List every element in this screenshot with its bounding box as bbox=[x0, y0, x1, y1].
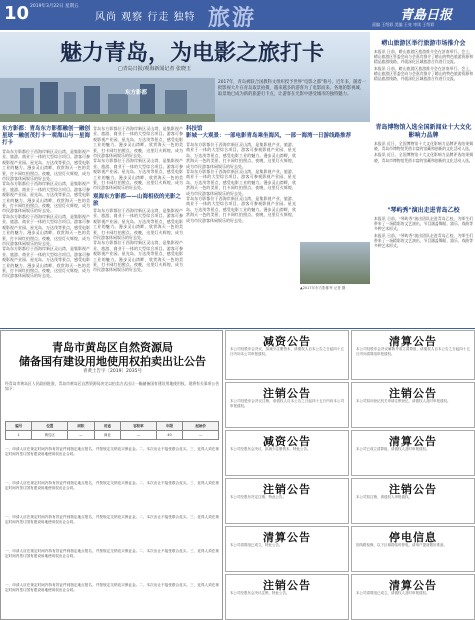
feature-byline: □青岛日报/观海新闻记者 张晓玉 bbox=[118, 66, 191, 72]
ad-title: 停电信息 bbox=[389, 531, 437, 544]
table-cell: 40 bbox=[156, 431, 182, 440]
ad-notice bbox=[225, 382, 349, 428]
notice-body: 一、申请人应在规定时间内持有效证件到指定地点报名，并按规定交纳竞买保证金。二、本次出让不接受联合竞买。三、竞得人须在规定时间内签订国有建设用地使用权出让合同。 bbox=[5, 515, 219, 525]
ad-notice bbox=[225, 574, 349, 620]
article-body: 青岛东方影都位于西海岸新区灵山湾，是集影视产业、旅游、商业于一体的大型综合项目。游客可参观影视产业园、星光岛、万达茂等景点，感受电影工业的魅力。漫步灵山湾畔，欣赏海天一色的美景，打卡网红拍照点。夜晚，这里灯火辉煌，成为市民游客休闲娱乐的好去处。 bbox=[2, 213, 90, 246]
ad-body: 本公司经股东会决议注销，特此公告。 bbox=[230, 591, 290, 595]
feature-photo bbox=[300, 242, 370, 290]
sidebar-item-laoshan bbox=[374, 40, 473, 81]
notice-body: 一、申请人应在规定时间内持有效证件到指定地点报名，并按规定交纳竞买保证金。二、本次出让不接受联合竞买。三、竞得人须在规定时间内签订国有建设用地使用权出让合同。 bbox=[5, 447, 219, 457]
article-body: 青岛东方影都位于西海岸新区灵山湾，是集影视产业、旅游、商业于一体的大型综合项目。游客可参观影视产业园、星光岛、万达茂等景点，感受电影工业的魅力。漫步灵山湾畔，欣赏海天一色的美景，打卡网红拍照点。夜晚，这里灯火辉煌，成为市民游客休闲娱乐的好去处。 bbox=[186, 169, 296, 196]
article-body: 青岛东方影都位于西海岸新区灵山湾，是集影视产业、旅游、商业于一体的大型综合项目。游客可参观影视产业园、星光岛、万达茂等景点，感受电影工业的魅力。漫步灵山湾畔，欣赏海天一色的美景，打卡网红拍照点。夜晚，这里灯火辉煌，成为市民游客休闲娱乐的好去处。 bbox=[2, 246, 90, 279]
feature-title: 魅力青岛，为电影之旅打卡 bbox=[60, 40, 325, 66]
ad-body: 因线路检修，以下区域将临时停电，请用户提前做好准备。 bbox=[356, 543, 447, 547]
ad-notice bbox=[351, 478, 475, 524]
hero-photo-caption: 东方影都 bbox=[125, 90, 148, 96]
table-header-cell: 用途 bbox=[94, 422, 120, 431]
sidebar-item-show bbox=[374, 207, 473, 248]
ad-body: 本公司经股东会决议解散并成立清算组，请债权人自本公告之日起四十五日内向清算组申报债权。 bbox=[356, 347, 470, 356]
feature-hero bbox=[0, 32, 370, 122]
ad-title: 减资公告 bbox=[263, 335, 311, 348]
ad-body: 本公司清算组已成立，特此公告。 bbox=[230, 543, 283, 547]
article-body: 青岛东方影都位于西海岸新区灵山湾，是集影视产业、旅游、商业于一体的大型综合项目。游客可参观影视产业园、星光岛、万达茂等景点，感受电影工业的魅力。漫步灵山湾畔，欣赏海天一色的美景，打卡网红拍照点。夜晚，这里灯火辉煌，成为市民游客休闲娱乐的好去处。 bbox=[93, 240, 183, 273]
ad-body: 本公司清算组已成立，请债权人及时申报债权。 bbox=[356, 591, 430, 595]
table-cell: 1 bbox=[6, 431, 32, 440]
ad-body: 本公司经股东会决议，拟减少注册资本，特此公告。 bbox=[230, 447, 311, 451]
land-auction-notice bbox=[0, 330, 223, 620]
sidebar-item-body: 本报讯 日前，崂山旅游区旅游推介会在济南举行。会上，崂山旅游区管委会向与会嘉宾推介了崂山的特色旅游资源和精品旅游线路，并就深化区域旅游合作进行交流。 bbox=[374, 65, 473, 82]
table-cell: — bbox=[183, 431, 219, 440]
article-deck: 东方影都：青岛东方影都融创一融创星球一融创茂打卡一观海山与一星海打卡 bbox=[2, 126, 91, 146]
ad-title: 清算公告 bbox=[389, 579, 437, 592]
notice-body: 一、申请人应在规定时间内持有效证件到指定地点报名，并按规定交纳竞买保证金。二、本次出让不接受联合竞买。三、竞得人须在规定时间内签订国有建设用地使用权出让合同。 bbox=[5, 549, 219, 559]
ad-title: 减资公告 bbox=[263, 435, 311, 448]
newspaper-logo: 青島日报 bbox=[400, 8, 453, 23]
ad-body: 本公司拟注销，请债权人申报债权。 bbox=[356, 495, 412, 499]
ad-body: 本公司经股东决定注销，特此公告。 bbox=[230, 495, 286, 499]
article-deck: 观海东方影都——山海相依的光影之旅 bbox=[93, 193, 182, 207]
article-body: 青岛东方影都位于西海岸新区灵山湾，是集影视产业、旅游、商业于一体的大型综合项目。游客可参观影视产业园、星光岛、万达茂等景点，感受电影工业的魅力。漫步灵山湾畔，欣赏海天一色的美景，打卡网红拍照点。夜晚，这里灯火辉煌，成为市民游客休闲娱乐的好去处。 bbox=[2, 181, 90, 214]
table-row bbox=[6, 431, 219, 440]
news-sidebar bbox=[372, 32, 475, 327]
feature-intro: 2017年，青岛被联合国教科文组织授予世界"电影之都"称号。近年来，随着一批影视大片在青岛取景拍摄，越来越多的游客为了电影而来。各地的影视城、取景地已成为新的旅游打卡点，让游客在光影中感受城市的独特魅力。 bbox=[218, 80, 367, 98]
article-deck: 科技馆 bbox=[186, 126, 203, 132]
article-column-2 bbox=[93, 126, 183, 273]
table-cell: 商业 bbox=[94, 431, 120, 440]
table-header-row bbox=[6, 422, 219, 431]
ad-notice bbox=[225, 478, 349, 524]
article-body: 青岛东方影都位于西海岸新区灵山湾，是集影视产业、旅游、商业于一体的大型综合项目。游客可参观影视产业园、星光岛、万达茂等景点，感受电影工业的魅力。漫步灵山湾畔，欣赏海天一色的美景，打卡网红拍照点。夜晚，这里灯火辉煌，成为市民游客休闲娱乐的好去处。 bbox=[186, 196, 296, 223]
ad-notice bbox=[351, 430, 475, 476]
notice-intro: 经青岛市黄岛区人民政府批准，青岛市黄岛区自然资源局决定以拍卖方式出让一幅储备国有建设用地使用权。现将有关事项公告如下： bbox=[5, 381, 219, 392]
table-header-cell: 容积率 bbox=[121, 422, 157, 431]
article-column-1 bbox=[2, 126, 90, 279]
notice-title: 青岛市黄岛区自然资源局 bbox=[52, 341, 173, 354]
ad-notice bbox=[225, 330, 349, 380]
sidebar-item-body: 本报讯 日前，"琴屿秀"演出团队走进青岛乙校，为师生们带来了一场精彩的文艺演出，节目涵盖舞蹈、器乐、戏曲等多种艺术形式。 bbox=[374, 216, 473, 232]
section-title: 旅游 bbox=[208, 5, 257, 31]
sidebar-item-title: 崂山旅游区举行旅游市场推介会 bbox=[381, 40, 466, 47]
sidebar-item-body: 本报讯 近日，全国博物馆十大文化影响力品牌评选结果揭晓，青岛市博物馆凭借丰富的馆藏和创新的文化活动入选。 bbox=[374, 141, 473, 152]
section-divider bbox=[0, 328, 475, 329]
issue-date: 2019年3月22日 星期五 bbox=[30, 4, 79, 9]
ad-body: 本公司经股东会决议，拟减少注册资本，请债权人自本公告之日起四十五日内向本公司申报债权。 bbox=[230, 347, 344, 356]
table-cell: 黄岛区 bbox=[32, 431, 68, 440]
table-header-cell: 编号 bbox=[6, 422, 32, 431]
table-header-cell: 起始价 bbox=[183, 422, 219, 431]
table-cell: — bbox=[121, 431, 157, 440]
feature-photo-caption: ▲2017年东方影都秀 记者 摄 bbox=[300, 286, 346, 290]
ad-notice bbox=[351, 382, 475, 428]
classified-ads bbox=[225, 330, 475, 620]
table-header-cell: 年限 bbox=[156, 422, 182, 431]
sidebar-item-body: 本报讯 日前，崂山旅游区旅游推介会在济南举行。会上，崂山旅游区管委会向与会嘉宾推介了崂山的特色旅游资源和精品旅游线路，并就深化区域旅游合作进行交流。 bbox=[374, 49, 473, 65]
sidebar-item-body: 本报讯 日前，"琴屿秀"演出团队走进青岛乙校，为师生们带来了一场精彩的文艺演出，节目涵盖舞蹈、器乐、戏曲等多种艺术形式。 bbox=[374, 232, 473, 249]
sidebar-item-title: "琴屿秀"演出走进青岛乙校 bbox=[387, 207, 460, 214]
land-parcel-table bbox=[5, 421, 219, 440]
article-column-3 bbox=[186, 126, 370, 223]
notice-body: 一、申请人应在规定时间内持有效证件到指定地点报名，并按规定交纳竞买保证金。二、本次出让不接受联合竞买。三、竞得人须在规定时间内签订国有建设用地使用权出让合同。 bbox=[5, 481, 219, 491]
table-cell: — bbox=[68, 431, 94, 440]
article-body: 青岛东方影都位于西海岸新区灵山湾，是集影视产业、旅游、商业于一体的大型综合项目。游客可参观影视产业园、星光岛、万达茂等景点，感受电影工业的魅力。漫步灵山湾畔，欣赏海天一色的美景，打卡网红拍照点。夜晚，这里灯火辉煌，成为市民游客休闲娱乐的好去处。 bbox=[93, 126, 183, 159]
ad-notice bbox=[351, 574, 475, 620]
notice-subtitle: 储备国有建设用地使用权拍卖出让公告 bbox=[19, 355, 206, 368]
sidebar-item-body: 本报讯 近日，全国博物馆十大文化影响力品牌评选结果揭晓，青岛市博物馆凭借丰富的馆藏和创新的文化活动入选。 bbox=[374, 152, 473, 163]
ad-notice bbox=[225, 430, 349, 476]
notice-number: 青黄土告字〔2019〕2035号 bbox=[83, 369, 142, 374]
editor-line: 责编 王绍彩 美编 王亮 审读 王绍彩 bbox=[372, 22, 435, 27]
city-skyline-image bbox=[0, 78, 215, 122]
ad-title: 注销公告 bbox=[389, 387, 437, 400]
page-header bbox=[0, 0, 475, 30]
article-deck: 影城一大观景：一部电影青岛乘坐海风，一部一海湾一日游线路推荐 bbox=[186, 133, 352, 139]
ad-title: 注销公告 bbox=[263, 579, 311, 592]
article-body: 青岛东方影都位于西海岸新区灵山湾，是集影视产业、旅游、商业于一体的大型综合项目。游客可参观影视产业园、星光岛、万达茂等景点，感受电影工业的魅力。漫步灵山湾畔，欣赏海天一色的美景，打卡网红拍照点。夜晚，这里灯火辉煌，成为市民游客休闲娱乐的好去处。 bbox=[2, 149, 90, 182]
ad-notice bbox=[225, 526, 349, 572]
table-header-cell: 面积 bbox=[68, 422, 94, 431]
sidebar-item-title: 青岛博物馆入选全国新闻业十大文化影响力品牌 bbox=[375, 124, 472, 139]
page-number: 10 bbox=[4, 3, 30, 24]
ad-notice bbox=[351, 330, 475, 380]
ad-title: 注销公告 bbox=[263, 483, 311, 496]
sidebar-item-museum bbox=[374, 124, 473, 163]
article-body: 青岛东方影都位于西海岸新区灵山湾，是集影视产业、旅游、商业于一体的大型综合项目。游客可参观影视产业园、星光岛、万达茂等景点，感受电影工业的魅力。漫步灵山湾畔，欣赏海天一色的美景，打卡网红拍照点。夜晚，这里灯火辉煌，成为市民游客休闲娱乐的好去处。 bbox=[93, 207, 183, 240]
ad-title: 清算公告 bbox=[389, 335, 437, 348]
ad-title: 清算公告 bbox=[389, 435, 437, 448]
section-tagline: 风尚 观察 行走 独特 bbox=[95, 12, 196, 23]
table-header-cell: 位置 bbox=[32, 422, 68, 431]
ad-title: 注销公告 bbox=[389, 483, 437, 496]
ad-title: 清算公告 bbox=[263, 531, 311, 544]
ad-body: 本公司已成立清算组，请债权人及时申报债权。 bbox=[356, 447, 430, 451]
notice-body: 一、申请人应在规定时间内持有效证件到指定地点报名，并按规定交纳竞买保证金。二、本次出让不接受联合竞买。三、竞得人须在规定时间内签订国有建设用地使用权出让合同。 bbox=[5, 583, 219, 593]
ad-body: 本公司拟向登记机关申请注销登记，请债权人及时申报债权。 bbox=[356, 399, 451, 403]
article-body: 青岛东方影都位于西海岸新区灵山湾，是集影视产业、旅游、商业于一体的大型综合项目。游客可参观影视产业园、星光岛、万达茂等景点，感受电影工业的魅力。漫步灵山湾畔，欣赏海天一色的美景，打卡网红拍照点。夜晚，这里灯火辉煌，成为市民游客休闲娱乐的好去处。 bbox=[93, 158, 183, 191]
ad-body: 本公司经股东会决议注销，请债权人自本公告之日起四十五日内向本公司申报债权。 bbox=[230, 399, 344, 408]
article-body: 青岛东方影都位于西海岸新区灵山湾，是集影视产业、旅游、商业于一体的大型综合项目。游客可参观影视产业园、星光岛、万达茂等景点，感受电影工业的魅力。漫步灵山湾畔，欣赏海天一色的美景，打卡网红拍照点。夜晚，这里灯火辉煌，成为市民游客休闲娱乐的好去处。 bbox=[186, 142, 296, 169]
ad-notice bbox=[351, 526, 475, 572]
ad-title: 注销公告 bbox=[263, 387, 311, 400]
